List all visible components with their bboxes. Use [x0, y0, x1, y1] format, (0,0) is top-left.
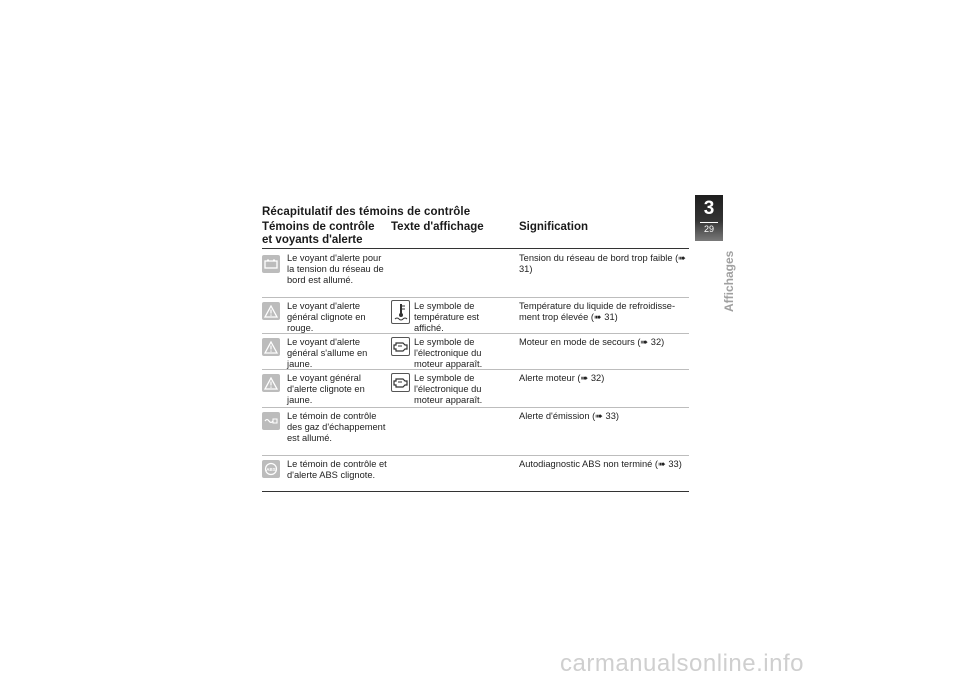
table-row [262, 334, 689, 370]
watermark-text: carmanualsonline.info [560, 650, 804, 677]
page-number: 29 [703, 224, 714, 234]
lamp-description: Le voyant général d'alerte clignote en jaune. [287, 373, 365, 405]
column-header-display: Texte d'affichage [391, 221, 484, 233]
meaning-text: Tension du réseau de bord trop faible (➠ 31) [519, 253, 686, 274]
table-row [262, 249, 689, 298]
warning-triangle-icon [262, 338, 280, 356]
abs-icon [262, 460, 280, 478]
column-header-lamps: Témoins de contrôle et voyants d'alerte [262, 221, 375, 246]
tab-divider [700, 222, 718, 223]
meaning-text: Température du liquide de refroidisse-ment trop élevée (➠ 31) [519, 301, 676, 322]
indicator-table [262, 248, 689, 492]
engine-electronics-icon [391, 337, 410, 356]
display-text: Le symbole de température est affiché. [414, 301, 480, 333]
table-row [262, 298, 689, 334]
section-label: Affichages [722, 250, 736, 312]
table-row [262, 408, 689, 456]
lamp-description: Le témoin de contrôle et d'alerte ABS clignote. [287, 459, 387, 480]
warning-triangle-icon [262, 374, 280, 392]
chapter-number: 3 [703, 198, 715, 219]
page-title: Récapitulatif des témoins de contrôle [262, 206, 471, 218]
table-row [262, 370, 689, 408]
meaning-text: Alerte moteur (➠ 32) [519, 373, 605, 383]
display-text: Le symbole de l'électronique du moteur apparaît. [414, 337, 483, 369]
lamp-description: Le témoin de contrôle des gaz d'échappement est allumé. [287, 411, 386, 443]
battery-icon [262, 255, 280, 273]
warning-triangle-icon [262, 302, 280, 320]
chapter-tab [695, 195, 723, 241]
lamp-description: Le voyant d'alerte général clignote en rouge. [287, 301, 366, 333]
meaning-text: Moteur en mode de secours (➠ 32) [519, 337, 665, 347]
table-row [262, 456, 689, 492]
lamp-description: Le voyant d'alerte pour la tension du réseau de bord est allumé. [287, 253, 384, 285]
engine-electronics-icon [391, 373, 410, 392]
column-header-meaning: Signification [519, 221, 588, 233]
display-text: Le symbole de l'électronique du moteur apparaît. [414, 373, 483, 405]
meaning-text: Alerte d'émission (➠ 33) [519, 411, 619, 421]
lamp-description: Le voyant d'alerte général s'allume en jaune. [287, 337, 368, 369]
exhaust-emission-icon [262, 412, 280, 430]
meaning-text: Autodiagnostic ABS non terminé (➠ 33) [519, 459, 682, 469]
coolant-temperature-icon [391, 300, 410, 324]
svg-text:ABS: ABS [266, 467, 276, 472]
